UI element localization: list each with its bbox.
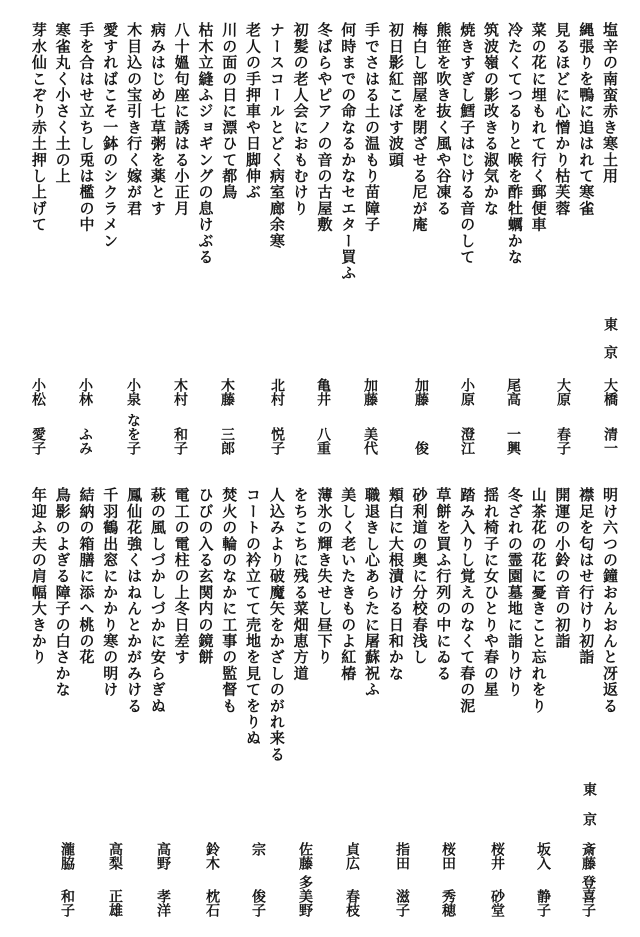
haiku-line: 縄張りを鴨に追はれて寒雀 — [577, 22, 596, 217]
author-family-name: 高野 — [155, 842, 171, 870]
author-family-name: 加藤 — [413, 378, 429, 406]
author-given-name: ふみ — [77, 427, 93, 455]
author-name — [220, 378, 234, 455]
haiku-line: 焚火の輪のなかに工事の監督も — [220, 487, 239, 714]
location-label: 東京 — [581, 782, 597, 842]
author-family-name: 大橋 — [602, 378, 618, 406]
author-name — [78, 378, 92, 455]
author-family-name: 亀井 — [315, 378, 331, 406]
author-family-name: 小原 — [459, 378, 475, 406]
author-given-name: 秀穂 — [440, 889, 456, 917]
author-given-name: 登喜子 — [580, 875, 596, 917]
author-given-name: 澄江 — [459, 427, 475, 455]
haiku-line: 筑波嶺の影改きる淑気かな — [482, 22, 501, 217]
author-given-name: 俊子 — [250, 889, 266, 917]
haiku-line: 八十媼句座に誘はる小正月 — [172, 22, 191, 217]
author-given-name: 美代 — [362, 427, 378, 455]
author-family-name: 坂入 — [535, 842, 551, 870]
author-name — [490, 842, 504, 917]
author-name — [536, 842, 550, 917]
haiku-line: 芽水仙こぞり赤土押し上げて — [29, 22, 48, 233]
author-given-name: 春枝 — [344, 889, 360, 917]
haiku-line: 愛すればこそ一鉢のシクラメン — [101, 22, 120, 249]
author-given-name: 正雄 — [107, 889, 123, 917]
haiku-line: 萩の風しづかしづかに安らぎぬ — [148, 487, 167, 714]
haiku-line: 木目込の宝引き行く嫁が君 — [125, 22, 144, 217]
lower-haiku-block — [26, 487, 621, 787]
author-family-name: 大原 — [555, 378, 571, 406]
author-given-name: 一興 — [505, 427, 521, 455]
haiku-line: 草餅を買ふ行列の中にゐる — [434, 487, 453, 682]
haiku-line: 薄氷の輝き失せし昼下り — [315, 487, 334, 666]
author-given-name: 滋子 — [394, 889, 410, 917]
haiku-line: 結納の箱膳に添へ桃の花 — [77, 487, 96, 666]
haiku-line: 老人の手押車や日脚伸ぶ — [244, 22, 263, 201]
author-given-name: 三郎 — [219, 427, 235, 455]
author-given-name: 悦子 — [269, 427, 285, 455]
haiku-line: 砂利道の奥に分校春浅し — [410, 487, 429, 666]
author-family-name: 佐藤 — [297, 842, 313, 870]
haiku-line: 初日影紅こぼす波頭 — [386, 22, 405, 168]
haiku-line: 襟足を匂はせ行けり初詣 — [577, 487, 596, 666]
author-family-name: 指田 — [394, 842, 410, 870]
author-name — [603, 378, 617, 455]
author-given-name: 静子 — [535, 889, 551, 917]
haiku-line: ナースコールとどく病室廊余寒 — [267, 22, 286, 249]
author-name — [298, 842, 312, 917]
haiku-line: 鳳仙花強くはねんとかがみける — [125, 487, 144, 714]
author-name — [460, 378, 474, 455]
author-family-name: 小泉 — [125, 378, 141, 406]
haiku-line: 手でさはる土の温もり苗障子 — [363, 22, 382, 233]
upper-haiku-block — [26, 22, 621, 322]
author-name — [126, 378, 140, 455]
haiku-line: 冷たくてつるりと喉を酢牡蠣かな — [505, 22, 524, 265]
author-family-name: 瀧脇 — [59, 842, 75, 870]
haiku-line: 職退きし心あらたに屠蘇祝ふ — [363, 487, 382, 698]
haiku-line: ひびの入る玄関内の鏡餅 — [196, 487, 215, 666]
author-name — [441, 842, 455, 917]
haiku-line: 菜の花に埋もれて行く郵便車 — [529, 22, 548, 233]
haiku-line: 病みはじめ七草粥を薬とす — [148, 22, 167, 217]
author-family-name: 小松 — [30, 378, 46, 406]
haiku-line: 年迎ふ夫の肩幅大きかり — [29, 487, 48, 666]
author-family-name: 鈴木 — [204, 842, 220, 870]
haiku-line: 電工の電柱の上冬日差す — [172, 487, 191, 666]
author-name — [60, 842, 74, 917]
haiku-line: 踏み入りし覚えのなくて春の泥 — [458, 487, 477, 714]
author-given-name: 俊 — [413, 441, 429, 455]
author-given-name: 清一 — [602, 427, 618, 455]
haiku-line: 寒雀丸く小さく土の上 — [53, 22, 72, 184]
author-family-name: 宗 — [250, 842, 266, 856]
haiku-line: 冬ざれの霊園墓地に詣りけり — [505, 487, 524, 698]
author-name — [173, 378, 187, 455]
author-family-name: 桜井 — [489, 842, 505, 870]
author-family-name: 斎藤 — [580, 842, 596, 870]
author-family-name: 北村 — [269, 378, 285, 406]
haiku-line: 川の面の日に漂ひて都鳥 — [220, 22, 239, 201]
author-name — [108, 842, 122, 917]
author-name — [414, 378, 428, 455]
author-given-name: 孝洋 — [155, 889, 171, 917]
haiku-line: 焼きすぎし鱈子はじける音のして — [458, 22, 477, 265]
author-name — [316, 378, 330, 455]
haiku-line: 頬白に大根漬ける日和かな — [386, 487, 405, 682]
author-family-name: 加藤 — [362, 378, 378, 406]
haiku-line: 冬ばらやピアノの音の古屋敷 — [315, 22, 334, 233]
author-family-name: 高梨 — [107, 842, 123, 870]
haiku-line: 千羽鶴出窓にかかり寒の明け — [101, 487, 120, 698]
author-family-name: 木村 — [172, 378, 188, 406]
author-name — [506, 378, 520, 455]
haiku-line: 初髪の老人会におもむけり — [291, 22, 310, 217]
haiku-line: コートの衿立てて売地を見てをりぬ — [244, 487, 263, 747]
author-name — [395, 842, 409, 917]
author-name — [270, 378, 284, 455]
author-given-name: 春子 — [555, 427, 571, 455]
author-family-name: 木藤 — [219, 378, 235, 406]
author-name — [156, 842, 170, 917]
author-name — [363, 378, 377, 455]
author-name — [345, 842, 359, 917]
haiku-line: 何時までの命なるかなセエター買ふ — [339, 22, 358, 282]
author-given-name: 枕石 — [204, 889, 220, 917]
haiku-line: をちこちに残る菜畑恵方道 — [291, 487, 310, 682]
haiku-line: 塩辛の南蛮赤き寒土用 — [601, 22, 619, 184]
haiku-line: 山茶花の花に憂きこと忘れをり — [529, 487, 548, 714]
haiku-line: 明け六つの鐘おんおんと冴返る — [601, 487, 619, 714]
author-family-name: 小林 — [77, 378, 93, 406]
haiku-line: 枯木立縫ふジョギングの息けぶる — [196, 22, 215, 265]
haiku-line: 梅白し部屋を閉ざせる尼が庵 — [410, 22, 429, 233]
author-name — [251, 842, 265, 917]
haiku-line: 美しく老いたきものよ紅椿 — [339, 487, 358, 682]
haiku-line: 揺れ椅子に女ひとりや春の星 — [482, 487, 501, 698]
author-name — [581, 842, 595, 917]
author-name — [31, 378, 45, 455]
author-given-name: 砂堂 — [489, 889, 505, 917]
author-given-name: 和子 — [59, 889, 75, 917]
author-given-name: 多美野 — [297, 875, 313, 917]
author-given-name: 愛子 — [30, 427, 46, 455]
author-given-name: なを子 — [125, 413, 141, 455]
location-label: 東京 — [602, 317, 618, 373]
haiku-line: 手を合はせ立ちし兎は檻の中 — [77, 22, 96, 233]
haiku-line: 鳥影のよぎる障子の白さかな — [53, 487, 72, 698]
author-name — [205, 842, 219, 917]
author-given-name: 和子 — [172, 427, 188, 455]
haiku-line: 熊笹を吹き抜く風や谷凍る — [434, 22, 453, 217]
haiku-line: 開運の小鈴の音の初詣 — [553, 487, 572, 649]
haiku-line: 人込みより破魔矢をかざしのがれ来る — [267, 487, 286, 763]
author-family-name: 貞広 — [344, 842, 360, 870]
author-name — [556, 378, 570, 455]
author-given-name: 八重 — [315, 427, 331, 455]
haiku-line: 見るほどに心憎かり枯芙蓉 — [553, 22, 572, 217]
author-family-name: 桜田 — [440, 842, 456, 870]
author-family-name: 尾高 — [505, 378, 521, 406]
